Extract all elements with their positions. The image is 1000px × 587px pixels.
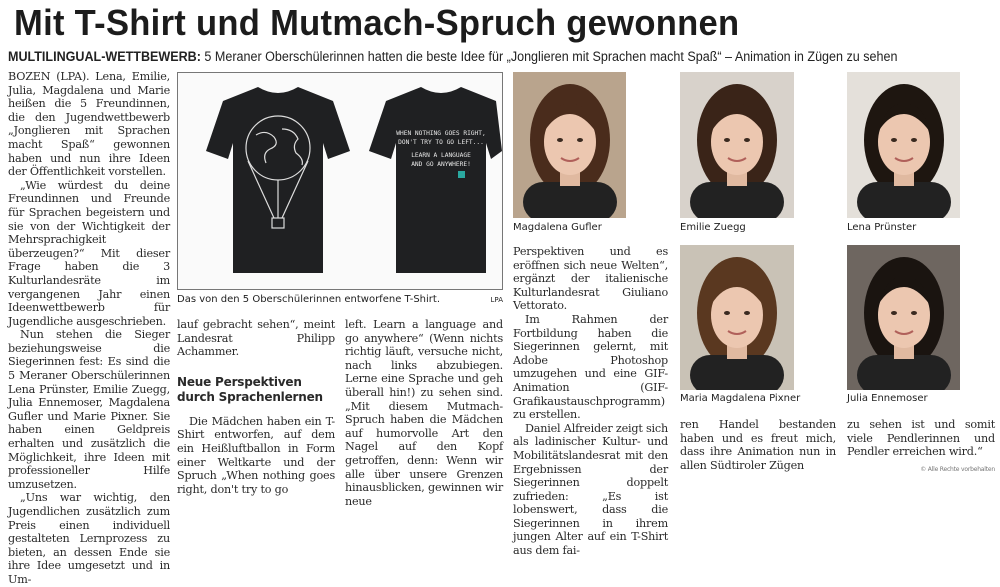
portrait-photo [680,72,794,218]
subheadline [8,49,897,64]
subheadline-text: 5 Meraner Oberschülerinnen hatten die beste Idee für „Jonglieren mit Sprachen macht Spaß“ – Animation in Zügen zu sehen [200,49,898,64]
article-column-2 [177,318,335,496]
photo-credit: LPA [490,296,503,304]
portrait-caption: Julia Ennemoser [847,393,928,404]
shirt-slogan-line: WHEN NOTHING GOES RIGHT, [396,130,486,137]
shirt-slogan-line: AND GO ANYWHERE! [411,161,471,168]
paragraph: left. Learn a language and go anywhere“ (Wenn nichts richtig läuft, versuche nicht, nach links abzubiegen. Lerne eine Sprache und geh überall hin!) zu sehen sind. „Mit diesem Mutmach-Spruch haben die Mädchen auf humorvolle Art den Nagel auf den Kopf getroffen, denn: Wenn wir alle über unsere Grenzen hinausblicken, gewinnen wir neue [345,318,503,508]
caption-text: Das von den 5 Oberschülerinnen entworfene T-Shirt. [177,294,440,305]
portrait-photo [680,245,794,390]
section-heading: Neue Perspektiven durch Sprachenlernen [177,374,323,404]
shirt-slogan-line: LEARN A LANGUAGE [411,152,471,159]
portrait-caption: Maria Magdalena Pixner [680,393,801,404]
person-silhouette [513,72,626,218]
figure-caption [177,294,503,305]
paragraph: Perspektiven und es eröffnen sich neue Welten“, ergänzt der italienische Kulturlandesrat Giuliano Vettorato. [513,245,668,313]
copyright-notice: © Alle Rechte vorbehalten [920,465,995,473]
headline: Mit T-Shirt und Mutmach-Spruch gewonnen [14,2,740,43]
person-silhouette [847,245,960,390]
paragraph: Die Mädchen haben ein T-Shirt entworfen, auf dem ein Heißluftballon in Form einer Weltkarte und der Spruch „When nothing goes right, don't try to go [177,414,335,496]
paragraph [847,418,995,473]
shirt-slogan-line: DON'T TRY TO GO LEFT... [398,139,484,146]
paragraph: Daniel Alfreider zeigt sich als ladinischer Kultur- und Mobilitätslandesrat mit den Ergebnissen der Siegerinnen doppelt zufrieden: „Es ist lobenswert, dass die Siegerinnen in ihrem jungen Alter auf ein T-Shirt aus dem fai- [513,421,668,558]
paragraph-text: zu sehen ist und somit viele Pendlerinnen und Pendler erreichen wird.“ [847,418,995,459]
paragraph: Im Rahmen der Fortbildung haben die Siegerinnen gelernt, mit Adobe Photoshop umzugehen und eine GIF-Animation (GIF-Grafikaustauschprogramm) zu erstellen. [513,312,668,422]
paragraph: Nun stehen die Sieger beziehungsweise die Siegerinnen fest: Es sind die 5 Meraner Oberschülerinnen Lena Prünster, Emilie Zuegg, Julia Ennemoser, Magdalena Gufler und Marie Pixner. Sie haben einen Geldpreis erhalten und zusätzlich die Möglichkeit, ihre Ideen mit professioneller Hilfe umzusetzen. [8,328,170,491]
portrait-caption: Magdalena Gufler [513,222,602,233]
portrait-caption: Emilie Zuegg [680,222,746,233]
paragraph: „Wie würdest du deine Freundinnen und Freunde für Sprachen begeistern und sie von der Wichtigkeit der Mehrsprachigkeit überzeugen?“ Mit dieser Frage haben die 3 Kulturlandesräte im vergangenen Jahr einen Ideenwettbewerb für Jugendliche ausgeschrieben. [8,178,170,328]
tshirt-photo [177,72,503,290]
paragraph: „Uns war wichtig, den Jugendlichen zusätzlich zum Preis einen individuell gestalteten Lernprozess zu bieten, an dessen Ende sie ihre Idee umgesetzt und in Um- [8,491,170,586]
article-column-6 [847,418,995,476]
portrait-photo [847,72,960,218]
article-column-1 [8,70,170,587]
person-silhouette [847,72,960,218]
article-column-3 [345,318,503,508]
article-column-4 [513,245,668,558]
person-silhouette [680,245,794,390]
kicker: MULTILINGUAL-WETTBEWERB: [8,49,201,64]
portrait-photo [847,245,960,390]
paragraph: BOZEN (LPA). Lena, Emilie, Julia, Magdalena und Marie heißen die 5 Freundinnen, die den Jugendwettbewerb „Jonglieren mit Sprachen macht Spaß“ gewonnen haben und nun ihre Ideen der Öffentlichkeit vorstellen. [8,70,170,179]
logo-icon [458,171,465,178]
paragraph: ren Handel bestanden haben und es freut mich, dass ihre Animation nun in allen Südtiroler Zügen [680,418,836,472]
paragraph: lauf gebracht sehen“, meint Landesrat Philipp Achammer. [177,318,335,359]
portrait-caption: Lena Prünster [847,222,917,233]
article-column-5 [680,418,836,472]
person-silhouette [680,72,794,218]
portrait-photo [513,72,626,218]
tshirt-illustration [178,73,502,289]
